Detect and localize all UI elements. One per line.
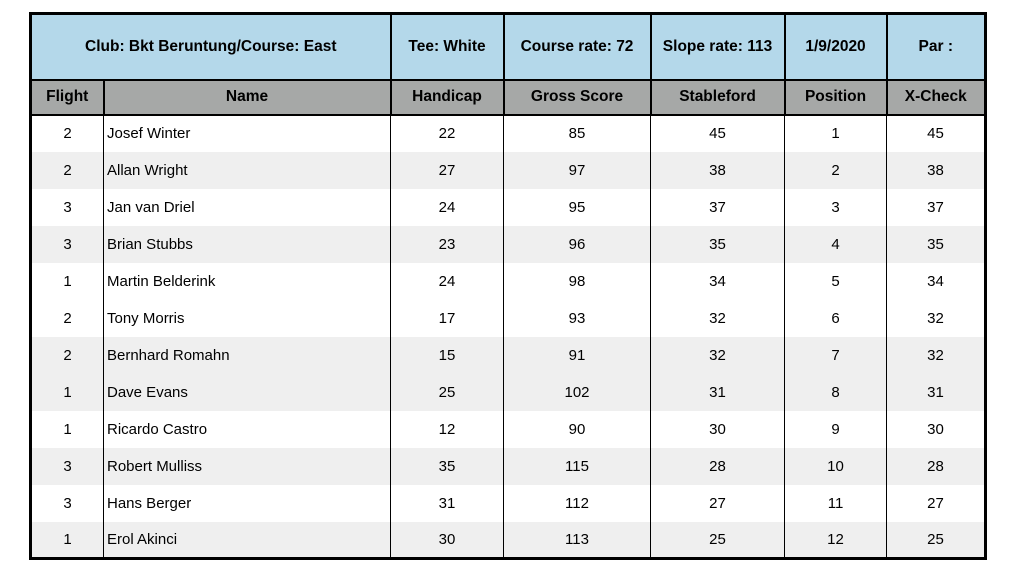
cell-name: Jan van Driel	[104, 189, 391, 226]
table-row	[31, 189, 986, 226]
date-header: 1/9/2020	[785, 14, 887, 80]
cell-stableford: 27	[651, 485, 785, 522]
cell-name: Robert Mulliss	[104, 448, 391, 485]
cell-flight: 3	[31, 189, 104, 226]
cell-handicap: 23	[391, 226, 504, 263]
cell-position: 4	[785, 226, 887, 263]
results-table	[29, 12, 987, 560]
cell-gross-score: 90	[504, 411, 651, 448]
cell-gross-score: 113	[504, 522, 651, 559]
title-header-row	[31, 14, 986, 80]
cell-x-check: 32	[887, 300, 986, 337]
cell-stableford: 45	[651, 115, 785, 152]
col-header-gross-score: Gross Score	[504, 80, 651, 115]
cell-handicap: 30	[391, 522, 504, 559]
cell-stableford: 28	[651, 448, 785, 485]
results-table-container	[29, 12, 987, 560]
cell-flight: 1	[31, 522, 104, 559]
cell-stableford: 34	[651, 263, 785, 300]
cell-name: Josef Winter	[104, 115, 391, 152]
table-row	[31, 152, 986, 189]
cell-handicap: 15	[391, 337, 504, 374]
cell-handicap: 22	[391, 115, 504, 152]
cell-gross-score: 115	[504, 448, 651, 485]
slope-rate-header: Slope rate: 113	[651, 14, 785, 80]
cell-position: 12	[785, 522, 887, 559]
cell-x-check: 37	[887, 189, 986, 226]
table-row	[31, 411, 986, 448]
cell-name: Martin Belderink	[104, 263, 391, 300]
cell-stableford: 37	[651, 189, 785, 226]
cell-stableford: 32	[651, 337, 785, 374]
cell-position: 11	[785, 485, 887, 522]
table-row	[31, 300, 986, 337]
cell-flight: 1	[31, 411, 104, 448]
cell-name: Bernhard Romahn	[104, 337, 391, 374]
col-header-position: Position	[785, 80, 887, 115]
cell-x-check: 31	[887, 374, 986, 411]
cell-gross-score: 96	[504, 226, 651, 263]
cell-position: 5	[785, 263, 887, 300]
table-row	[31, 337, 986, 374]
cell-x-check: 30	[887, 411, 986, 448]
cell-flight: 2	[31, 300, 104, 337]
cell-stableford: 32	[651, 300, 785, 337]
cell-name: Tony Morris	[104, 300, 391, 337]
cell-x-check: 38	[887, 152, 986, 189]
table-row	[31, 448, 986, 485]
cell-gross-score: 102	[504, 374, 651, 411]
cell-handicap: 17	[391, 300, 504, 337]
cell-handicap: 24	[391, 189, 504, 226]
cell-stableford: 35	[651, 226, 785, 263]
cell-position: 9	[785, 411, 887, 448]
cell-x-check: 45	[887, 115, 986, 152]
cell-handicap: 12	[391, 411, 504, 448]
cell-flight: 3	[31, 226, 104, 263]
table-row	[31, 522, 986, 559]
cell-flight: 1	[31, 263, 104, 300]
cell-gross-score: 95	[504, 189, 651, 226]
cell-name: Erol Akinci	[104, 522, 391, 559]
cell-stableford: 31	[651, 374, 785, 411]
cell-gross-score: 112	[504, 485, 651, 522]
cell-position: 3	[785, 189, 887, 226]
cell-flight: 2	[31, 337, 104, 374]
cell-name: Allan Wright	[104, 152, 391, 189]
cell-stableford: 25	[651, 522, 785, 559]
cell-position: 10	[785, 448, 887, 485]
cell-flight: 3	[31, 448, 104, 485]
cell-flight: 2	[31, 115, 104, 152]
cell-stableford: 38	[651, 152, 785, 189]
table-row	[31, 485, 986, 522]
cell-handicap: 35	[391, 448, 504, 485]
cell-gross-score: 98	[504, 263, 651, 300]
cell-x-check: 27	[887, 485, 986, 522]
table-row	[31, 226, 986, 263]
col-header-handicap: Handicap	[391, 80, 504, 115]
cell-handicap: 27	[391, 152, 504, 189]
cell-name: Dave Evans	[104, 374, 391, 411]
cell-gross-score: 93	[504, 300, 651, 337]
cell-position: 6	[785, 300, 887, 337]
tee-header: Tee: White	[391, 14, 504, 80]
cell-name: Brian Stubbs	[104, 226, 391, 263]
cell-flight: 2	[31, 152, 104, 189]
cell-position: 7	[785, 337, 887, 374]
column-header-row	[31, 80, 986, 115]
cell-position: 8	[785, 374, 887, 411]
col-header-x-check: X-Check	[887, 80, 986, 115]
cell-name: Hans Berger	[104, 485, 391, 522]
col-header-flight: Flight	[31, 80, 104, 115]
cell-x-check: 28	[887, 448, 986, 485]
cell-position: 1	[785, 115, 887, 152]
cell-gross-score: 97	[504, 152, 651, 189]
cell-gross-score: 85	[504, 115, 651, 152]
cell-name: Ricardo Castro	[104, 411, 391, 448]
cell-flight: 1	[31, 374, 104, 411]
cell-handicap: 31	[391, 485, 504, 522]
col-header-stableford: Stableford	[651, 80, 785, 115]
cell-x-check: 34	[887, 263, 986, 300]
cell-gross-score: 91	[504, 337, 651, 374]
col-header-name: Name	[104, 80, 391, 115]
results-tbody	[31, 115, 986, 559]
table-row	[31, 115, 986, 152]
cell-flight: 3	[31, 485, 104, 522]
cell-x-check: 25	[887, 522, 986, 559]
course-rate-header: Course rate: 72	[504, 14, 651, 80]
cell-x-check: 35	[887, 226, 986, 263]
cell-handicap: 25	[391, 374, 504, 411]
table-row	[31, 263, 986, 300]
cell-position: 2	[785, 152, 887, 189]
cell-x-check: 32	[887, 337, 986, 374]
club-course-header: Club: Bkt Beruntung/Course: East	[31, 14, 391, 80]
cell-handicap: 24	[391, 263, 504, 300]
table-row	[31, 374, 986, 411]
par-header: Par :	[887, 14, 986, 80]
cell-stableford: 30	[651, 411, 785, 448]
